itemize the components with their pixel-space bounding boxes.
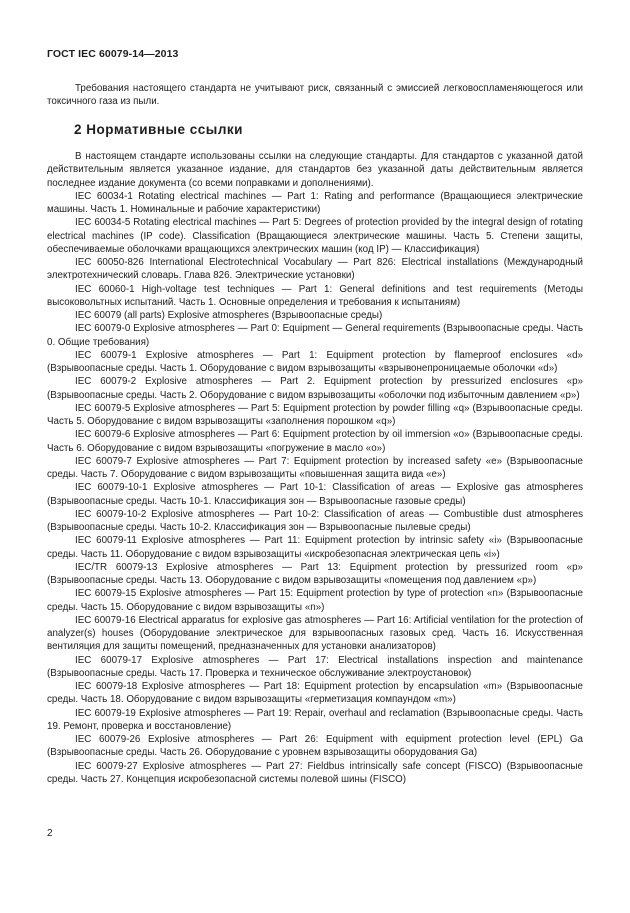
intro-text-block: [47, 82, 583, 109]
reference-entry: IEC 60079-18 Explosive atmospheres — Part 18: Equipment protection by encapsulation «m» (Взрывоопасные среды. Часть 18. Оборудование с видом взрывозащиты «герметизация компаундом «m»): [47, 681, 583, 706]
reference-entry: IEC 60079-6 Explosive atmospheres — Part 6: Equipment protection by oil immersion «o» (Взрывоопасные среды. Часть 6. Оборудование с видом взрывозащиты «погружение в масло «o»): [47, 429, 583, 454]
reference-entry: IEC 60079-2 Explosive atmospheres — Part 2. Equipment protection by pressurized enclosures «p» (Взрывоопасные среды. Часть 2. Оборудование с видом взрывозащиты «оболочки под избыточным давлением «p»): [47, 376, 583, 401]
reference-entry: IEC 60079-10-2 Explosive atmospheres — Part 10-2: Classification of areas — Combustible dust atmospheres (Взрывоопасные среды. Часть 10-2. Классификация зон — Взрывоопасные пылевые среды): [47, 508, 583, 533]
normative-references-list: [47, 150, 583, 786]
reference-entry: IEC 60079-5 Explosive atmospheres — Part 5: Equipment protection by powder filling «q» (Взрывоопасные среды. Часть 5. Оборудование с видом взрывозащиты «заполнения порошком «q»): [47, 402, 583, 427]
reference-entry: IEC 60060-1 High-voltage test techniques — Part 1: General definitions and test requirements (Методы высоковольтных испытаний. Часть 1. Основные определения и требования к испытаниям): [47, 283, 583, 308]
reference-entry: IEC 60079 (all parts) Explosive atmospheres (Взрывоопасные среды): [75, 310, 383, 321]
reference-entry: IEC 60079-27 Explosive atmospheres — Part 27: Fieldbus intrinsically safe concept (FISCO) (Взрывоопасные среды. Часть 27. Концепция искробезопасной системы полевой шины (FISCO): [47, 760, 583, 785]
reference-entry: IEC 60034-1 Rotating electrical machines — Part 1: Rating and performance (Вращающиеся электрические машины. Часть 1. Номинальные и рабочие характеристики): [47, 190, 583, 215]
intro-paragraph: Требования настоящего стандарта не учитывают риск, связанный с эмиссией легковоспламеняющегося или токсичного газа из пыли.: [47, 83, 583, 108]
reference-entry: IEC 60079-17 Explosive atmospheres — Part 17: Electrical installations inspection and maintenance (Взрывоопасные среды. Часть 17. Проверка и техническое обслуживание электроустановок): [47, 654, 583, 679]
reference-entry: IEC 60079-0 Explosive atmospheres — Part 0: Equipment — General requirements (Взрывоопасные среды. Часть 0. Общие требования): [47, 323, 583, 348]
reference-entry: IEC 60050-826 International Electrotechnical Vocabulary — Part 826: Electrical installations (Международный электротехнический словарь. Глава 826. Электрические установки): [47, 257, 583, 282]
reference-entry: IEC 60079-10-1 Explosive atmospheres — Part 10-1: Classification of areas — Explosive gas atmospheres (Взрывоопасные среды. Часть 10-1. Классификация зон — Взрывоопасные газовые среды): [47, 482, 583, 507]
section-intro-paragraph: В настоящем стандарте использованы ссылки на следующие стандарты. Для стандартов с указанной датой действительным является указанное издание, для стандартов без указанной даты действительным является последнее издание документа (со всеми поправками и дополнениями).: [47, 151, 583, 189]
reference-entry: IEC 60079-26 Explosive atmospheres — Part 26: Equipment with equipment protection level (EPL) Ga (Взрывоопасные среды. Часть 26. Оборудование с уровнем взрывозащиты оборудования Ga): [47, 734, 583, 759]
reference-entry: IEC 60079-7 Explosive atmospheres — Part 7: Equipment protection by increased safety «e» (Взрывоопасные среды. Часть 7. Оборудование с видом взрывозащиты «повышенная защита вида «e»): [47, 455, 583, 480]
reference-entry: IEC 60079-11 Explosive atmospheres — Part 11: Equipment protection by intrinsic safety «i» (Взрывоопасные среды. Часть 11. Оборудование с видом взрывозащиты «искробезопасная электрическая цепь «i»): [47, 535, 583, 560]
reference-entry: IEC 60079-16 Electrical apparatus for explosive gas atmospheres — Part 16: Artificial ventilation for the protection of analyzer(s) houses (Оборудование электрическое для взрывоопасных газовых сред. Часть 16. Искусственная вентиляция для защиты помещений, предназначенных для установки анализаторов): [47, 614, 583, 653]
reference-entry: IEC 60034-5 Rotating electrical machines — Part 5: Degrees of protection provided by the integral design of rotating electrical machines (IP code). Classification (Вращающиеся электрические машины. Часть 5. Степени защиты, обеспечиваемые оболочками вращающихся электрических машин (код IP) — Классификация): [47, 217, 583, 255]
reference-entry: IEC 60079-1 Explosive atmospheres — Part 1: Equipment protection by flameproof enclosures «d» (Взрывоопасные среды. Часть 1. Оборудование с видом взрывозащиты «взрывонепроницаемые оболочки «d»): [47, 349, 583, 374]
running-header: ГОСТ IEC 60079-14—2013: [47, 48, 179, 60]
reference-entry: IEC 60079-15 Explosive atmospheres — Part 15: Equipment protection by type of protection «n» (Взрывоопасные среды. Часть 15. Оборудование с видом взрывозащиты «n»): [47, 588, 583, 613]
section-heading: 2 Нормативные ссылки: [74, 122, 243, 137]
page-number: 2: [47, 828, 53, 839]
reference-entry: IEC 60079-19 Explosive atmospheres — Part 19: Repair, overhaul and reclamation (Взрывоопасные среды. Часть 19. Ремонт, проверка и восстановление): [47, 707, 583, 732]
reference-entry: IEC/TR 60079-13 Explosive atmospheres — Part 13: Equipment protection by pressurized room «p» (Взрывоопасные среды. Часть 13. Оборудование с видом взрывозащиты «помещения под давлением «p»): [47, 561, 583, 586]
